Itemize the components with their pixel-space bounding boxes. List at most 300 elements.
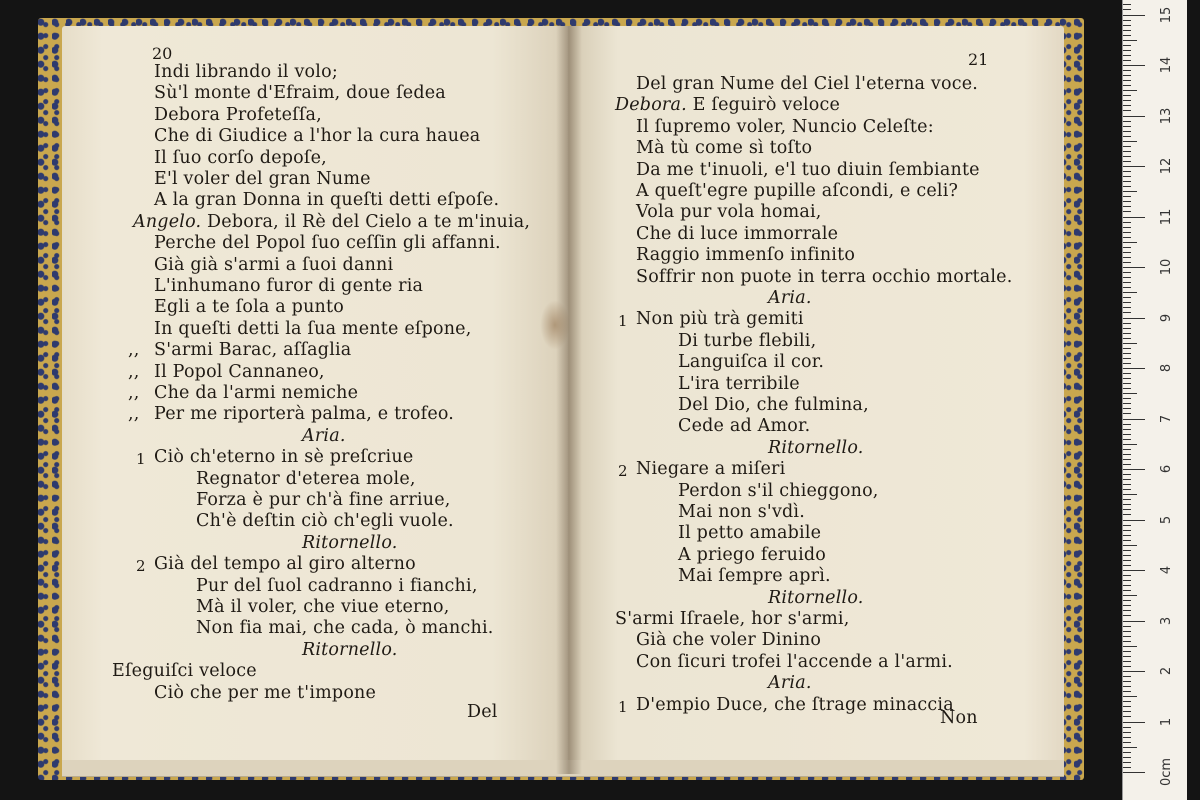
ruler-tick [1123, 767, 1131, 768]
heading-text: Aria. [302, 425, 346, 446]
text-line [154, 126, 480, 146]
line-text: Mà il voler, che viue eterno, [196, 597, 450, 617]
quote-mark: ,, [128, 383, 140, 403]
ruler-tick [1123, 75, 1131, 76]
ruler-tick [1123, 545, 1137, 546]
text-line [678, 331, 816, 351]
ruler-tick [1123, 161, 1131, 162]
line-text: Niegare a miſeri [636, 459, 786, 480]
section-heading [768, 673, 812, 693]
ruler-tick [1123, 742, 1131, 743]
ruler-tick [1123, 166, 1145, 167]
ruler-tick [1123, 408, 1131, 409]
stanza-number: 1 [136, 450, 146, 469]
ruler-tick [1123, 217, 1145, 218]
page-number-left: 20 [152, 44, 173, 63]
text-line [154, 255, 393, 275]
line-text: Non fia mai, che cada, ò manchi. [196, 618, 494, 639]
ruler-tick [1123, 242, 1137, 243]
ruler-tick [1123, 328, 1131, 329]
ruler-tick [1123, 439, 1131, 440]
line-text: Il Popol Cannaneo, [154, 361, 325, 382]
book-spine-shadow [556, 26, 582, 774]
ruler-tick [1123, 696, 1137, 697]
ruler-tick [1123, 666, 1131, 667]
ruler-tick [1123, 201, 1131, 202]
ruler-tick [1123, 459, 1131, 460]
text-line [196, 618, 494, 638]
ruler-tick [1123, 60, 1131, 61]
line-text: Regnator d'eterea mole, [196, 468, 416, 489]
ruler-tick [1123, 333, 1131, 334]
left-page [62, 26, 568, 766]
ruler-tick [1123, 105, 1131, 106]
ruler-label: 13 [1159, 107, 1174, 124]
text-line [678, 502, 805, 522]
ruler-tick [1123, 35, 1131, 36]
line-text: E'l voler del gran Nume [154, 169, 371, 189]
text-line [636, 74, 978, 94]
ruler-tick [1123, 722, 1145, 723]
section-heading [302, 426, 346, 446]
ruler-tick [1123, 701, 1131, 702]
ruler-tick [1123, 727, 1131, 728]
ruler-tick [1123, 237, 1131, 238]
text-line [618, 694, 954, 716]
ruler-tick [1123, 752, 1131, 753]
line-text: Mai non s'vdì. [678, 502, 805, 522]
ruler-tick [1123, 222, 1131, 223]
line-text: Mà tù come sì toſto [636, 138, 813, 159]
text-line [196, 469, 416, 489]
ruler-tick [1123, 292, 1137, 293]
ruler-tick [1123, 45, 1131, 46]
text-line [678, 374, 800, 394]
ruler-tick [1123, 398, 1131, 399]
ruler-tick [1123, 484, 1131, 485]
catchword-right: Non [940, 708, 978, 728]
ruler-tick [1123, 575, 1131, 576]
ruler-tick [1123, 626, 1131, 627]
ruler-tick [1123, 504, 1131, 505]
line-text: Già del tempo al giro alterno [154, 554, 416, 575]
ruler-tick [1123, 151, 1131, 152]
line-text: Il ſupremo voler, Nuncio Celeſte: [636, 116, 934, 137]
ruler-tick [1123, 318, 1145, 319]
section-heading [768, 288, 812, 308]
ruler-tick [1123, 661, 1131, 662]
ruler-tick [1123, 282, 1131, 283]
ruler-tick [1123, 716, 1131, 717]
ruler-tick [1123, 247, 1131, 248]
line-text: Eſeguiſci veloce [112, 661, 257, 682]
text-line [636, 267, 1013, 287]
text-line [678, 352, 824, 372]
ruler-tick [1123, 757, 1131, 758]
ruler-tick [1123, 262, 1131, 263]
line-text: Ciò che per me t'impone [154, 682, 377, 703]
ruler-tick [1123, 4, 1131, 5]
ruler-tick [1123, 732, 1131, 733]
text-line [618, 459, 786, 481]
ruler-label: 3 [1159, 616, 1174, 625]
text-line [154, 83, 446, 103]
line-text: A la gran Donna in queſti detti eſpoſe. [154, 190, 500, 211]
ruler-tick [1123, 540, 1131, 541]
ruler-tick [1123, 186, 1131, 187]
ruler-label: 0cm [1159, 757, 1174, 787]
text-line [678, 566, 831, 586]
ruler-tick [1123, 141, 1137, 142]
ruler-tick [1123, 636, 1131, 637]
line-text: Mai ſempre aprì. [678, 566, 831, 587]
ruler-tick [1123, 429, 1131, 430]
ruler-tick [1123, 580, 1131, 581]
ruler-tick [1123, 287, 1131, 288]
ruler-tick [1123, 50, 1131, 51]
ruler-tick [1123, 514, 1131, 515]
speaker-name: Debora. [615, 95, 687, 116]
ruler-tick [1123, 656, 1131, 657]
ruler-tick [1123, 494, 1137, 495]
ruler-tick [1123, 156, 1131, 157]
ruler-tick [1123, 646, 1137, 647]
heading-text: Ritornello. [302, 532, 398, 553]
heading-text: Ritornello. [768, 587, 864, 608]
ruler-label: 2 [1159, 666, 1174, 676]
line-text: Perdon s'il chieggono, [678, 480, 879, 501]
section-heading [768, 588, 864, 608]
page-edges-right [568, 760, 1064, 777]
ruler-tick [1123, 25, 1131, 26]
ruler-tick [1123, 489, 1131, 490]
line-text: Indi librando il volo; [154, 62, 338, 82]
ruler-tick [1123, 621, 1145, 622]
ruler-tick [1123, 252, 1131, 253]
ruler-tick [1123, 211, 1131, 212]
ruler-tick [1123, 413, 1131, 414]
ruler-tick [1123, 444, 1137, 445]
ruler-label: 10 [1159, 258, 1174, 276]
line-text: Con ſicuri trofei l'accende a l'armi. [636, 651, 953, 672]
text-line [128, 340, 352, 361]
ruler-tick [1123, 525, 1131, 526]
ruler-tick [1123, 585, 1131, 586]
text-line [136, 554, 416, 576]
ruler-tick [1123, 419, 1145, 420]
ruler-tick [1123, 641, 1131, 642]
text-line [154, 62, 338, 82]
line-text: Ch'è deſtin ciò ch'egli vuole. [196, 511, 454, 532]
ruler-label: 5 [1159, 515, 1174, 524]
text-line [133, 212, 530, 232]
ruler-tick [1123, 610, 1131, 611]
ruler-label: 15 [1159, 6, 1174, 23]
ruler-tick [1123, 711, 1131, 712]
text-line [636, 117, 934, 137]
heading-text: Ritornello. [768, 437, 864, 458]
ruler-tick [1123, 615, 1131, 616]
text-line [678, 523, 821, 543]
ruler-tick [1123, 681, 1131, 682]
section-heading [768, 438, 864, 458]
stanza-number: 2 [136, 557, 146, 576]
line-text: In queſti detti la ſua mente eſpone, [154, 318, 472, 339]
text-line [196, 511, 454, 531]
text-line [154, 148, 327, 168]
measuring-ruler [1122, 0, 1187, 800]
ruler-tick [1123, 100, 1131, 101]
line-text: E ſeguirò veloce [686, 95, 841, 116]
ruler-tick [1123, 676, 1131, 677]
ruler-tick [1123, 353, 1131, 354]
right-page [568, 26, 1064, 766]
page-edges-left [62, 760, 568, 777]
ruler-tick [1123, 590, 1131, 591]
text-line [154, 683, 376, 703]
text-line [618, 309, 804, 331]
quote-mark: ,, [128, 404, 140, 425]
ruler-tick [1123, 40, 1137, 41]
line-text: Che da l'armi nemiche [154, 383, 359, 403]
heading-text: Aria. [768, 673, 812, 694]
text-line [636, 245, 855, 265]
ruler-tick [1123, 737, 1131, 738]
ruler-tick [1123, 464, 1131, 465]
line-text: Per me riporterà palma, e trofeo. [154, 404, 455, 425]
ruler-tick [1123, 191, 1137, 192]
ruler-tick [1123, 95, 1131, 96]
line-text: Il petto amabile [678, 523, 822, 544]
line-text: Da me t'inuoli, e'l tuo diuin ſembiante [636, 159, 980, 180]
ruler-tick [1123, 373, 1131, 374]
line-text: Egli a te ſola a punto [154, 297, 344, 318]
line-text: Perche del Popol ſuo ceſſin gli affanni. [154, 233, 501, 254]
line-text: Del gran Nume del Ciel l'eterna voce. [636, 74, 979, 94]
text-line [636, 630, 821, 650]
text-line [636, 202, 822, 222]
stanza-number: 1 [618, 697, 628, 716]
ruler-tick [1123, 454, 1131, 455]
line-text: Languiſca il cor. [678, 352, 825, 373]
ruler-tick [1123, 136, 1131, 137]
line-text: L'ira terribile [678, 373, 800, 394]
ruler-label: 7 [1159, 414, 1174, 423]
line-text: S'armi Barac, aſſaglia [154, 340, 352, 361]
text-line [154, 233, 501, 253]
ruler-tick [1123, 257, 1131, 258]
ruler-tick [1123, 565, 1131, 566]
ruler-tick [1123, 90, 1137, 91]
ruler-tick [1123, 499, 1131, 500]
ruler-tick [1123, 363, 1131, 364]
ruler-tick [1123, 605, 1131, 606]
text-line [678, 395, 869, 415]
ruler-tick [1123, 15, 1145, 16]
ruler-tick [1123, 686, 1131, 687]
ruler-tick [1123, 297, 1131, 298]
line-text: Già che voler Dinino [636, 630, 822, 651]
text-line [678, 481, 879, 501]
quote-mark: ,, [128, 361, 140, 382]
ruler-tick [1123, 323, 1131, 324]
text-line [136, 447, 414, 469]
ruler-tick [1123, 80, 1131, 81]
text-line [128, 383, 359, 403]
ruler-tick [1123, 631, 1131, 632]
line-text: Pur del ſuol cadranno i fianchi, [196, 575, 478, 596]
ruler-label: 14 [1159, 56, 1174, 74]
ruler-tick [1123, 706, 1131, 707]
text-line [154, 319, 472, 339]
ruler-tick [1123, 393, 1137, 394]
line-text: Cede ad Amor. [678, 416, 811, 437]
ruler-tick [1123, 65, 1145, 66]
ruler-tick [1123, 181, 1131, 182]
ruler-tick [1123, 434, 1131, 435]
text-line [128, 404, 455, 425]
line-text: Soffrir non puote in terra occhio mortale. [636, 266, 1013, 287]
ruler-tick [1123, 509, 1131, 510]
ruler-tick [1123, 772, 1145, 773]
text-line [615, 95, 840, 115]
ruler-tick [1123, 307, 1131, 308]
text-line [636, 652, 953, 672]
ruler-tick [1123, 469, 1145, 470]
text-line [128, 361, 325, 382]
ruler-tick [1123, 227, 1131, 228]
ruler-tick [1123, 555, 1131, 556]
ruler-tick [1123, 272, 1131, 273]
ruler-tick [1123, 176, 1131, 177]
line-text: Il ſuo corſo depoſe, [154, 147, 327, 168]
heading-text: Ritornello. [302, 639, 398, 660]
quote-mark: ,, [128, 340, 140, 361]
line-text: Vola pur vola homai, [636, 202, 822, 223]
ruler-tick [1123, 9, 1131, 10]
ruler-label: 4 [1159, 565, 1174, 575]
page-number-right: 21 [968, 50, 989, 69]
ruler-label: 12 [1159, 157, 1174, 175]
section-heading [302, 533, 398, 553]
text-line [154, 190, 499, 210]
ruler-tick [1123, 747, 1137, 748]
ruler-tick [1123, 302, 1131, 303]
ruler-label: 1 [1159, 717, 1174, 726]
ruler-tick [1123, 403, 1131, 404]
ruler-tick [1123, 338, 1131, 339]
speaker-name: Angelo. [133, 211, 202, 232]
line-text: Di turbe flebili, [678, 330, 817, 351]
ruler-tick [1123, 550, 1131, 551]
line-text: Che di Giudice a l'hor la cura hauea [154, 126, 481, 147]
stanza-number: 2 [618, 462, 628, 481]
ruler-tick [1123, 368, 1145, 369]
ruler-label: 9 [1159, 313, 1174, 322]
line-text: Debora Profeteſſa, [154, 104, 322, 125]
ruler-tick [1123, 474, 1131, 475]
ruler-tick [1123, 651, 1131, 652]
ruler-tick [1123, 762, 1131, 763]
ruler-tick [1123, 116, 1145, 117]
ruler-tick [1123, 378, 1131, 379]
heading-text: Aria. [768, 288, 812, 308]
line-text: Raggio immenſo infinito [636, 245, 856, 266]
text-line [154, 297, 344, 317]
ruler-tick [1123, 121, 1131, 122]
ruler-label: 6 [1159, 464, 1174, 474]
ruler-tick [1123, 85, 1131, 86]
ruler-tick [1123, 30, 1131, 31]
ruler-tick [1123, 383, 1131, 384]
ruler-tick [1123, 348, 1131, 349]
ruler-tick [1123, 479, 1131, 480]
ruler-tick [1123, 110, 1131, 111]
text-line [636, 181, 958, 201]
ruler-tick [1123, 196, 1131, 197]
text-line [636, 160, 980, 180]
line-text: Già già s'armi a ſuoi danni [154, 254, 394, 275]
ruler-tick [1123, 560, 1131, 561]
ruler-tick [1123, 277, 1131, 278]
line-text: A priego feruido [678, 544, 827, 565]
text-line [636, 224, 838, 244]
ruler-label: 8 [1159, 363, 1174, 373]
line-text: S'armi Iſraele, hor s'armi, [615, 609, 850, 629]
text-line [154, 169, 371, 189]
line-text: Del Dio, che fulmina, [678, 395, 869, 415]
ruler-tick [1123, 131, 1131, 132]
ruler-tick [1123, 595, 1137, 596]
line-text: Forza è pur ch'à fine arriue, [196, 490, 451, 510]
ruler-tick [1123, 600, 1131, 601]
ruler-tick [1123, 70, 1131, 71]
line-text: Ciò ch'eterno in sè preſcriue [154, 447, 414, 468]
line-text: D'empio Duce, che ſtrage minaccia [636, 694, 954, 715]
line-text: Che di luce immorrale [636, 223, 839, 244]
ruler-tick [1123, 671, 1145, 672]
ruler-tick [1123, 206, 1131, 207]
text-line [196, 576, 478, 596]
ruler-tick [1123, 424, 1131, 425]
text-line [636, 138, 812, 158]
line-text: Non più trà gemiti [636, 309, 804, 330]
text-line [196, 597, 450, 617]
ruler-tick [1123, 388, 1131, 389]
text-line [678, 416, 810, 436]
text-line [196, 490, 451, 510]
ruler-tick [1123, 570, 1145, 571]
text-line [154, 105, 322, 125]
ruler-tick [1123, 20, 1131, 21]
ruler-tick [1123, 530, 1131, 531]
line-text: Debora, il Rè del Cielo a te m'inuia, [201, 211, 531, 232]
ruler-tick [1123, 126, 1131, 127]
line-text: Sù'l monte d'Efraim, doue ſedea [154, 83, 446, 104]
text-line [615, 609, 849, 629]
section-heading [302, 640, 398, 660]
text-line [112, 661, 257, 681]
ruler-tick [1123, 171, 1131, 172]
ruler-tick [1123, 267, 1145, 268]
ruler-tick [1123, 312, 1131, 313]
ruler-tick [1123, 449, 1131, 450]
line-text: A queſt'egre pupille aſcondi, e celi? [636, 181, 959, 201]
text-line [154, 276, 423, 296]
ruler-tick [1123, 232, 1131, 233]
ruler-tick [1123, 343, 1137, 344]
line-text: L'inhumano furor di gente ria [154, 276, 424, 296]
